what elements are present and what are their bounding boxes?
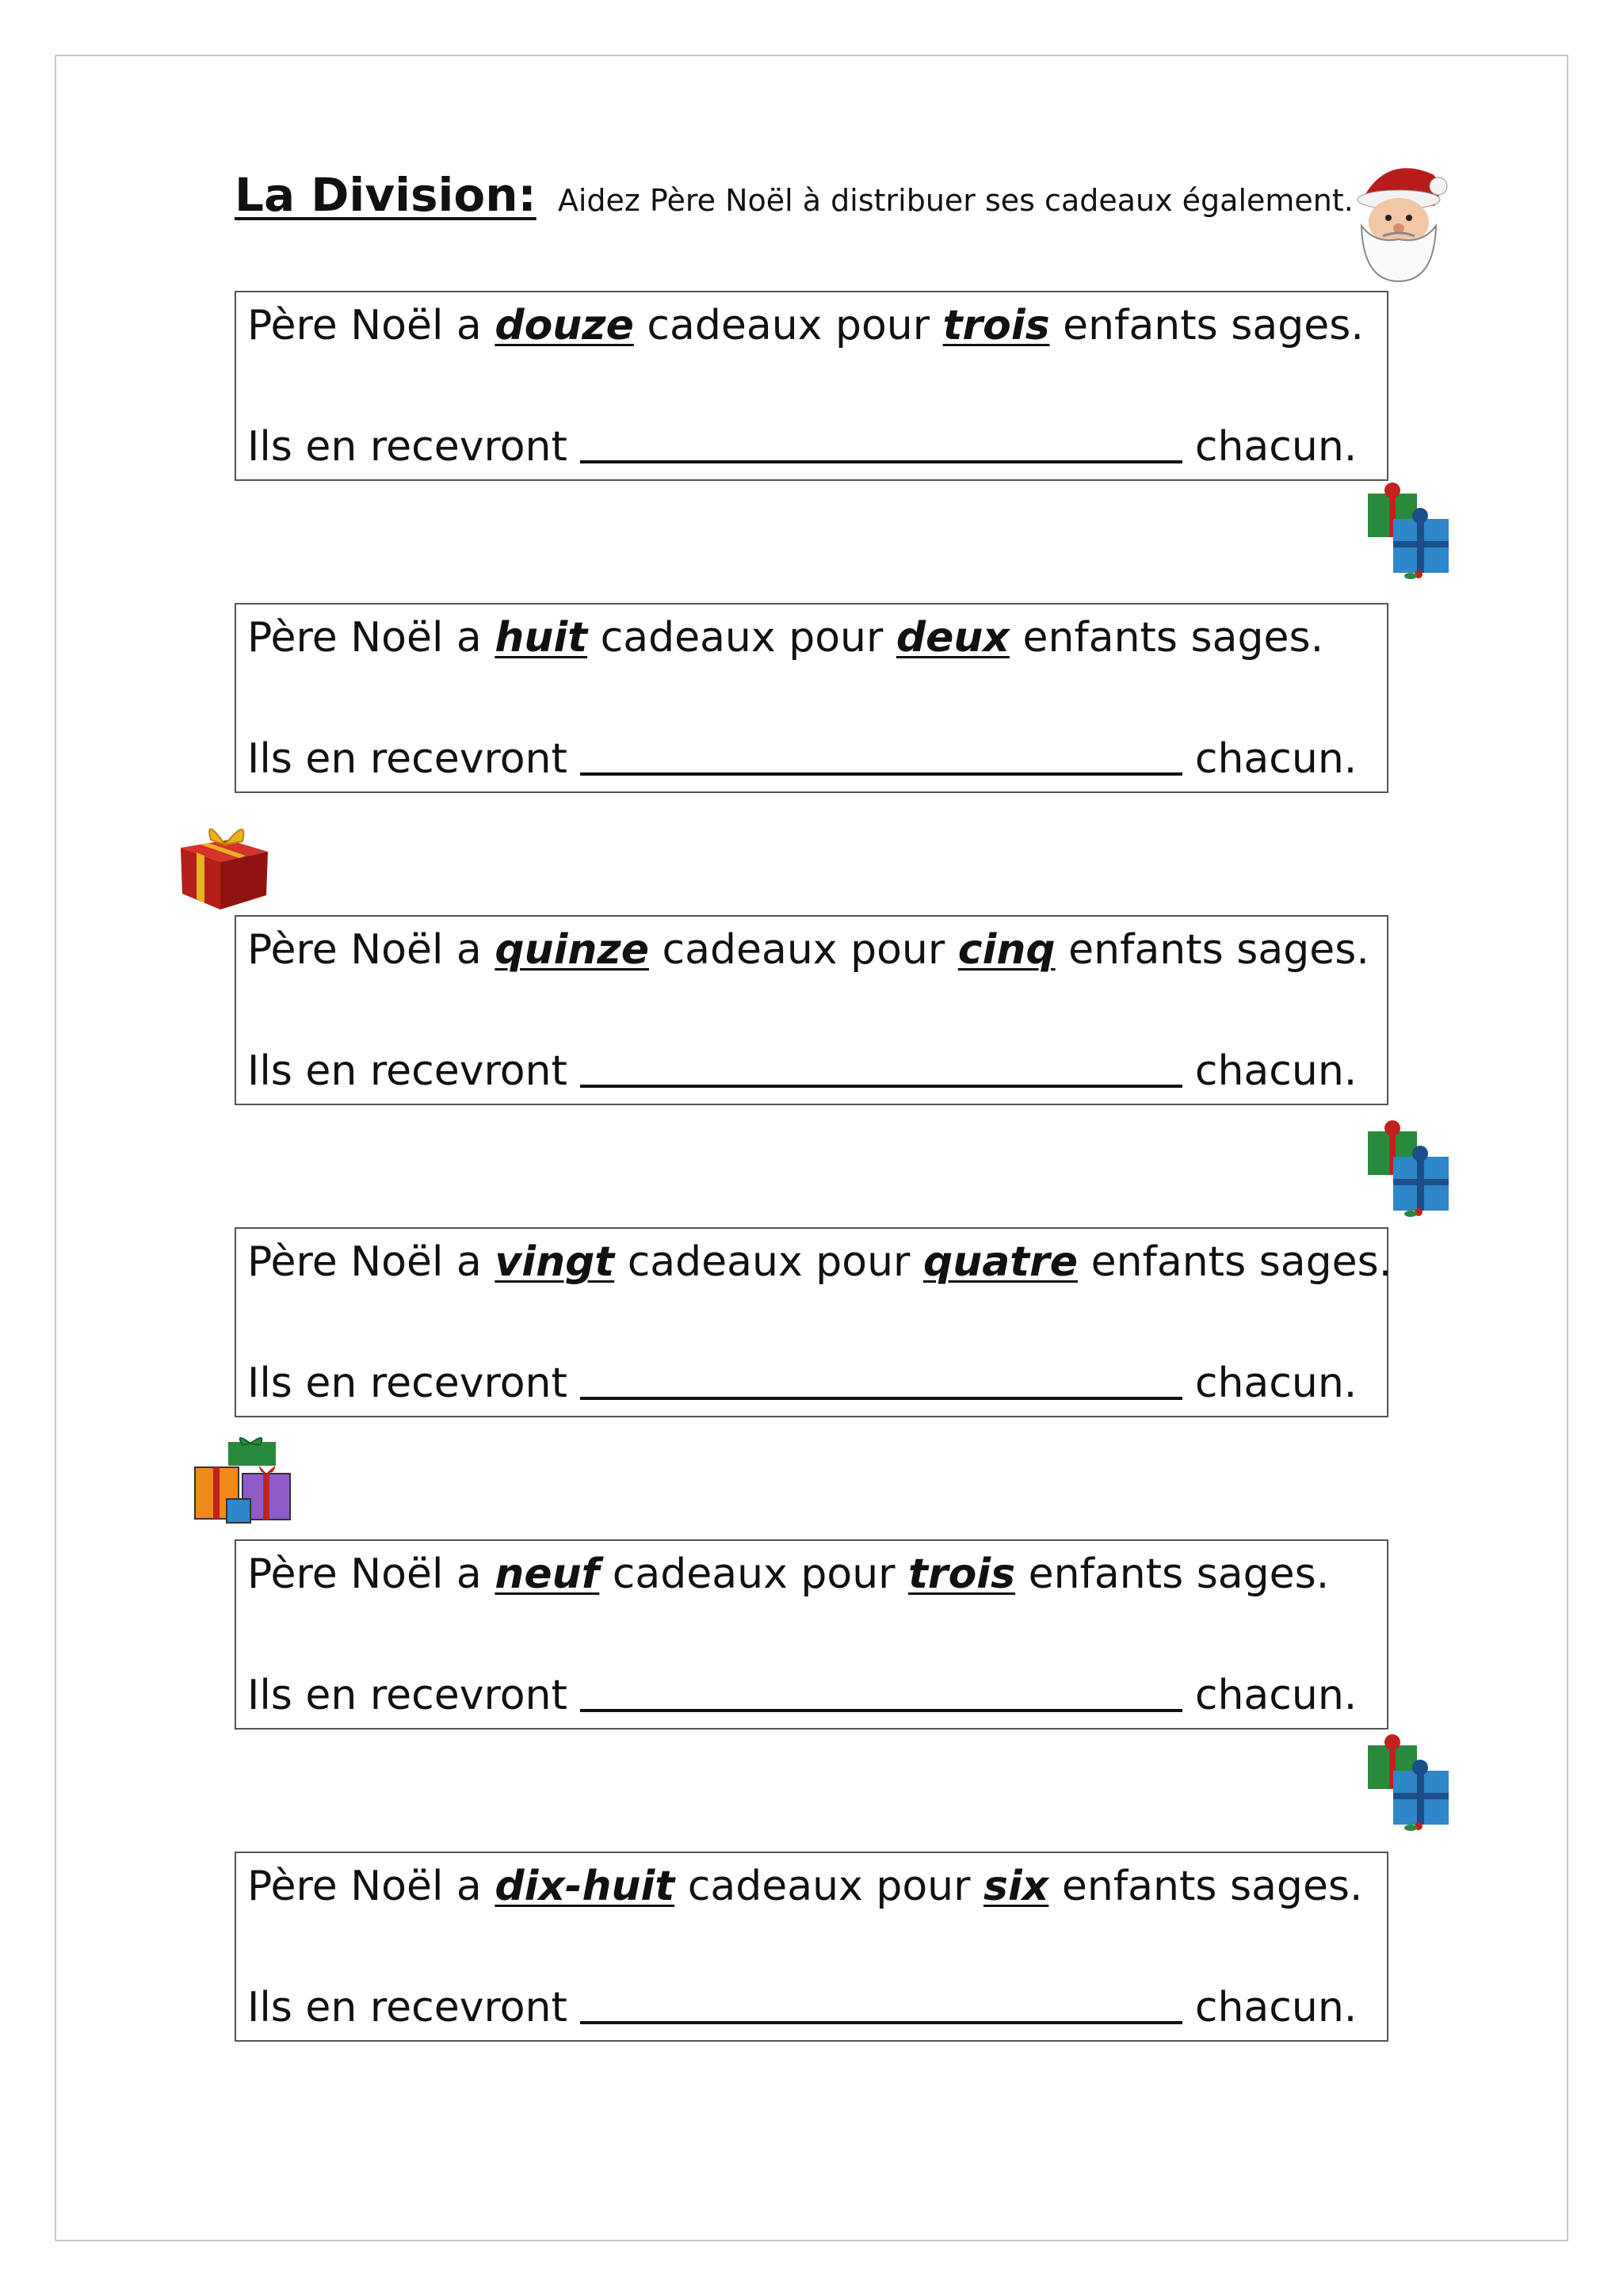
gift-count: huit bbox=[495, 614, 588, 662]
santa-claus-icon bbox=[1339, 151, 1458, 285]
child-count: deux bbox=[896, 614, 1010, 662]
answer-line: Ils en recevront chacun. bbox=[247, 735, 1358, 783]
answer-line: Ils en recevront chacun. bbox=[247, 1360, 1358, 1407]
answer-line: Ils en recevront chacun. bbox=[247, 1672, 1358, 1719]
answer-blank[interactable] bbox=[580, 1397, 1182, 1400]
child-count: six bbox=[983, 1863, 1049, 1910]
answer-blank[interactable] bbox=[580, 2021, 1182, 2024]
child-count: quatre bbox=[922, 1238, 1079, 1286]
answer-line: Ils en recevront chacun. bbox=[247, 1047, 1358, 1095]
question-box-4 bbox=[235, 1227, 1392, 1417]
question-sentence: Père Noël a quinze cadeaux pour cinq enfants sages. bbox=[247, 926, 1369, 974]
red-gift-box-icon bbox=[173, 816, 276, 915]
child-count: trois bbox=[908, 1550, 1016, 1598]
child-count: trois bbox=[942, 302, 1050, 349]
answer-blank[interactable] bbox=[580, 1085, 1182, 1088]
answer-blank[interactable] bbox=[580, 772, 1182, 776]
child-count: cinq bbox=[957, 926, 1056, 974]
stacked-gifts-icon bbox=[1363, 1117, 1458, 1220]
gift-count: quinze bbox=[495, 926, 649, 974]
worksheet-header bbox=[235, 168, 1354, 222]
question-box-1 bbox=[235, 291, 1388, 481]
stacked-gifts-icon bbox=[1363, 479, 1458, 582]
question-box-5 bbox=[235, 1539, 1388, 1730]
page-title: La Division: bbox=[235, 168, 537, 222]
question-sentence: Père Noël a dix-huit cadeaux pour six enfants sages. bbox=[247, 1863, 1363, 1910]
gift-count: douze bbox=[495, 302, 634, 349]
answer-line: Ils en recevront chacun. bbox=[247, 1984, 1358, 2031]
gift-count: dix-huit bbox=[495, 1863, 675, 1910]
question-sentence: Père Noël a neuf cadeaux pour trois enfants sages. bbox=[247, 1550, 1330, 1598]
stacked-gifts-icon bbox=[1363, 1731, 1458, 1834]
question-sentence: Père Noël a douze cadeaux pour trois enfants sages. bbox=[247, 302, 1364, 349]
answer-blank[interactable] bbox=[580, 460, 1182, 463]
question-box-3 bbox=[235, 915, 1388, 1105]
page-subtitle: Aidez Père Noël à distribuer ses cadeaux également. bbox=[557, 183, 1354, 218]
colorful-gifts-icon bbox=[187, 1436, 314, 1531]
question-sentence: Père Noël a huit cadeaux pour deux enfants sages. bbox=[247, 614, 1324, 662]
gift-count: neuf bbox=[495, 1550, 600, 1598]
question-sentence: Père Noël a vingt cadeaux pour quatre enfants sages. bbox=[247, 1238, 1392, 1286]
question-box-6 bbox=[235, 1852, 1388, 2042]
answer-blank[interactable] bbox=[580, 1709, 1182, 1712]
gift-count: vingt bbox=[495, 1238, 615, 1286]
answer-line: Ils en recevront chacun. bbox=[247, 423, 1358, 471]
question-box-2 bbox=[235, 603, 1388, 793]
